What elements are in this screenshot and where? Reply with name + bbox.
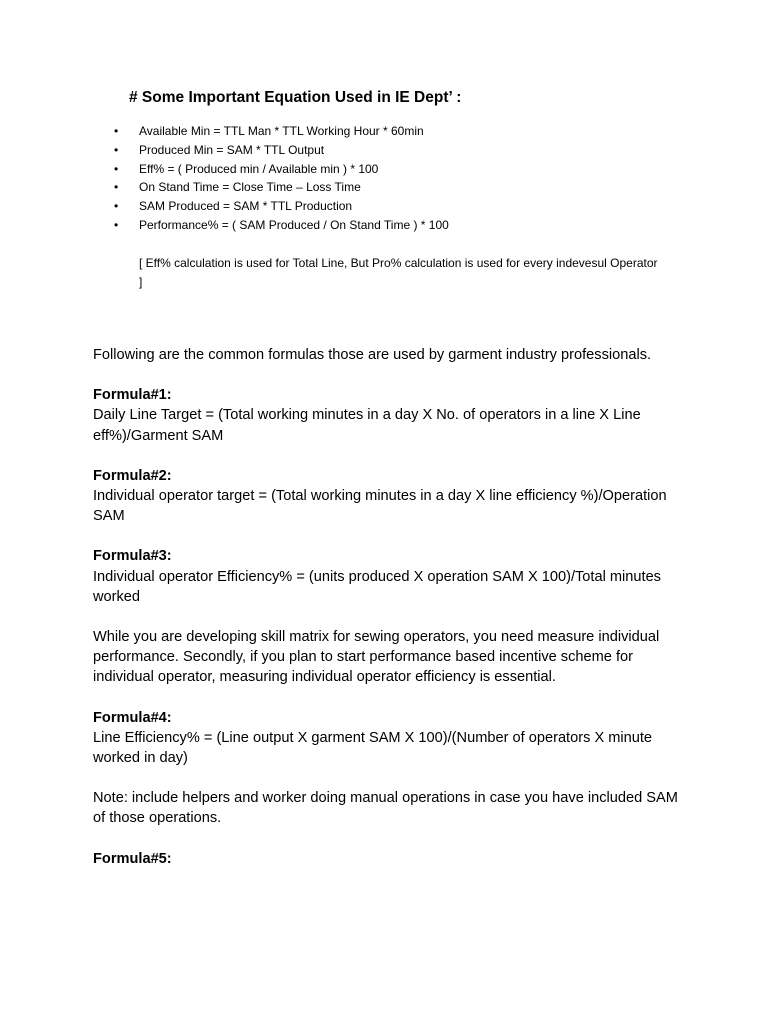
formula-block-2 xyxy=(93,466,688,527)
document-body xyxy=(93,345,688,889)
list-item xyxy=(114,141,449,160)
list-item xyxy=(114,216,449,235)
bullet-icon: • xyxy=(114,217,119,232)
formula-text: Individual operator Efficiency% = (units produced X operation SAM X 100)/Total minutes worked xyxy=(93,568,661,605)
bullet-icon: • xyxy=(114,180,119,195)
calculation-note: [ Eff% calculation is used for Total Line, But Pro% calculation is used for every indevesul Operator ] xyxy=(139,256,658,289)
equation-text: SAM Produced = SAM * TTL Production xyxy=(139,199,353,214)
formula-block-3 xyxy=(93,546,688,607)
equation-text: On Stand Time = Close Time – Loss Time xyxy=(139,180,361,195)
formula-text: Individual operator target = (Total working minutes in a day X line efficiency %)/Operation SAM xyxy=(93,488,667,525)
skill-matrix-paragraph: While you are developing skill matrix for sewing operators, you need measure individual performance. Secondly, if you plan to start performance based incentive scheme for individual operator, measuring individual operator efficiency is essential. xyxy=(93,629,660,686)
list-item xyxy=(114,178,449,197)
formula-block-4 xyxy=(93,708,688,769)
equation-text: Performance% = ( SAM Produced / On Stand Time ) * 100 xyxy=(139,217,449,232)
bullet-icon: • xyxy=(114,199,119,214)
equation-text: Available Min = TTL Man * TTL Working Hour * 60min xyxy=(139,124,424,138)
formula-block-5 xyxy=(93,849,688,869)
equation-text: Eff% = ( Produced min / Available min ) * 100 xyxy=(139,161,379,176)
formula-title: Formula#4: xyxy=(93,709,172,726)
formula-title: Formula#3: xyxy=(93,548,172,565)
list-item xyxy=(114,197,449,216)
formula-title: Formula#5: xyxy=(93,850,172,867)
bullet-icon: • xyxy=(114,142,119,157)
formula-text: Daily Line Target = (Total working minutes in a day X No. of operators in a line X Line eff%)/Garment SAM xyxy=(93,407,641,444)
formula-title: Formula#1: xyxy=(93,387,172,404)
intro-paragraph: Following are the common formulas those are used by garment industry professionals. xyxy=(93,347,652,363)
list-item xyxy=(114,122,449,141)
list-item xyxy=(114,160,449,179)
equation-text: Produced Min = SAM * TTL Output xyxy=(139,142,325,157)
bullet-icon: • xyxy=(114,124,119,138)
formula-text: Line Efficiency% = (Line output X garment SAM X 100)/(Number of operators X minute worked in day) xyxy=(93,729,653,767)
helpers-note-paragraph: Note: include helpers and worker doing manual operations in case you have included SAM of those operations. xyxy=(93,790,678,827)
formula-block-1 xyxy=(93,385,688,446)
formula-title: Formula#2: xyxy=(93,467,172,484)
equation-list xyxy=(114,122,449,235)
bullet-icon: • xyxy=(114,161,119,176)
page-heading: # Some Important Equation Used in IE Dept’ : xyxy=(129,89,462,106)
